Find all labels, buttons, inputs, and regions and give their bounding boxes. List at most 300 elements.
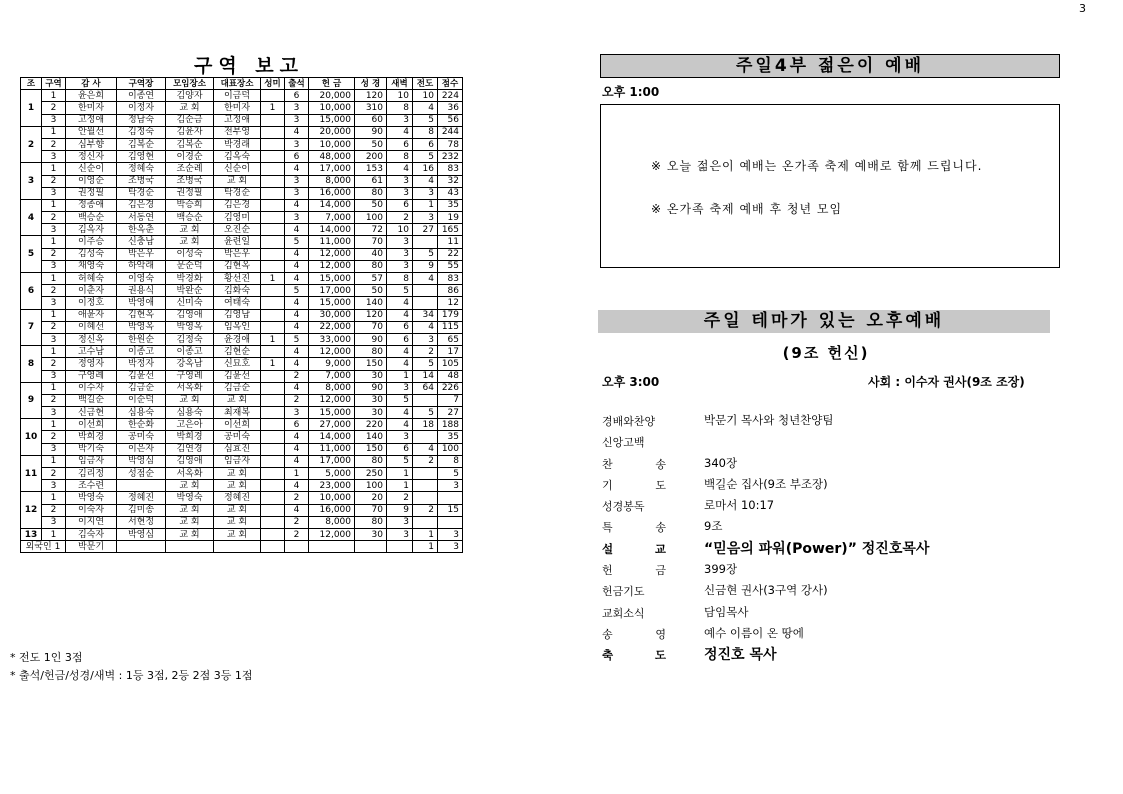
table-cell: 6: [285, 90, 309, 102]
table-cell: [261, 431, 285, 443]
order-label: 찬 송: [602, 457, 666, 471]
table-cell: 채영숙: [66, 260, 117, 272]
table-cell: 83: [438, 273, 463, 285]
table-row: [21, 504, 463, 516]
table-cell: 150: [355, 358, 387, 370]
table-cell: 2: [42, 285, 66, 297]
table-cell: 30: [355, 407, 387, 419]
table-cell: [261, 346, 285, 358]
table-cell: 9: [387, 504, 413, 516]
youth-notice-box: [600, 104, 1060, 268]
table-cell: 1: [42, 236, 66, 248]
table-cell: 310: [355, 102, 387, 114]
table-cell: 정신자: [66, 151, 117, 163]
table-cell: 한미자: [66, 102, 117, 114]
table-cell: 이지연: [66, 516, 117, 528]
table-cell: 신순이: [214, 163, 261, 175]
order-label: 헌 금: [602, 564, 666, 578]
table-row: [21, 443, 463, 455]
table-cell: 애윤자: [66, 309, 117, 321]
table-cell: 10,000: [309, 138, 355, 150]
table-row: [21, 528, 463, 540]
table-cell: [261, 224, 285, 236]
table-cell: 이은자: [117, 443, 166, 455]
table-cell: 4: [285, 273, 309, 285]
table-cell: 3: [387, 516, 413, 528]
table-cell: 2: [413, 346, 438, 358]
order-label: 특 송: [602, 521, 666, 535]
table-cell: 153: [355, 163, 387, 175]
table-cell: [117, 480, 166, 492]
table-cell: 1: [42, 90, 66, 102]
table-cell: 20,000: [309, 126, 355, 138]
table-row: [21, 480, 463, 492]
order-label: 축 도: [602, 648, 666, 663]
table-cell: 김정숙: [117, 126, 166, 138]
table-cell: 55: [438, 260, 463, 272]
table-cell: 3: [42, 297, 66, 309]
table-cell: 3: [387, 175, 413, 187]
table-cell: 3: [285, 138, 309, 150]
table-cell: 심용숙: [166, 407, 214, 419]
table-cell: 이종고: [166, 346, 214, 358]
table-cell: [261, 516, 285, 528]
table-cell: 1: [42, 199, 66, 211]
table-row: [21, 382, 463, 394]
table-row: [21, 138, 463, 150]
table-cell: 2: [285, 516, 309, 528]
table-cell: 김연경: [166, 443, 214, 455]
table-cell: 2: [42, 358, 66, 370]
order-value: 백길순 집사(9조 부조장): [704, 476, 828, 491]
table-cell: 교 회: [166, 480, 214, 492]
group-cell: 8: [21, 346, 42, 383]
table-cell: 3: [438, 480, 463, 492]
table-cell: 1: [261, 358, 285, 370]
table-cell: 30: [355, 394, 387, 406]
table-cell: 8: [438, 455, 463, 467]
report-header-cell: 성미: [261, 78, 285, 90]
table-cell: 65: [438, 333, 463, 345]
table-cell: 4: [285, 443, 309, 455]
table-cell: 고정애: [214, 114, 261, 126]
table-cell: 60: [355, 114, 387, 126]
table-cell: 2: [285, 528, 309, 540]
table-cell: 4: [387, 346, 413, 358]
table-row: [21, 370, 463, 382]
table-cell: [261, 163, 285, 175]
table-cell: 5,000: [309, 468, 355, 480]
order-label: 헌금기도: [602, 585, 645, 599]
table-cell: 교 회: [166, 504, 214, 516]
table-row: [21, 321, 463, 333]
table-cell: 86: [438, 285, 463, 297]
table-row: [21, 236, 463, 248]
table-cell: 17: [438, 346, 463, 358]
table-cell: 4: [413, 102, 438, 114]
table-cell: [261, 394, 285, 406]
order-value: 예수 이름이 온 땅에: [704, 625, 804, 640]
table-cell: 교 회: [214, 480, 261, 492]
table-cell: 박희경: [166, 431, 214, 443]
table-cell: 3: [387, 528, 413, 540]
table-cell: 20,000: [309, 90, 355, 102]
table-cell: 3: [42, 407, 66, 419]
table-cell: [261, 297, 285, 309]
table-cell: 4: [387, 297, 413, 309]
table-cell: 2: [42, 175, 66, 187]
table-cell: 2: [42, 212, 66, 224]
table-cell: 4: [285, 260, 309, 272]
table-cell: 이선희: [214, 419, 261, 431]
table-cell: 김현옥: [214, 260, 261, 272]
table-row: [21, 419, 463, 431]
table-cell: 10,000: [309, 102, 355, 114]
table-cell: 165: [438, 224, 463, 236]
table-cell: 김은경: [214, 199, 261, 211]
table-cell: 8: [387, 102, 413, 114]
table-cell: 탁경순: [117, 187, 166, 199]
table-cell: 교 회: [214, 394, 261, 406]
table-cell: 김영남: [214, 309, 261, 321]
table-cell: 15,000: [309, 114, 355, 126]
table-cell: 1: [42, 273, 66, 285]
table-cell: 5: [413, 114, 438, 126]
table-cell: 100: [355, 480, 387, 492]
table-cell: 탁경순: [214, 187, 261, 199]
table-cell: 5: [438, 468, 463, 480]
table-cell: 이성숙: [166, 248, 214, 260]
table-cell: 서현정: [117, 516, 166, 528]
table-cell: 10: [413, 90, 438, 102]
table-cell: [261, 321, 285, 333]
table-cell: 이순덕: [117, 394, 166, 406]
table-cell: 박희경: [66, 431, 117, 443]
table-cell: 박정자: [117, 358, 166, 370]
table-cell: 1: [42, 346, 66, 358]
table-cell: 83: [438, 163, 463, 175]
report-header-cell: 대표장소: [214, 78, 261, 90]
table-cell: 1: [261, 102, 285, 114]
table-cell: 신미숙: [166, 297, 214, 309]
table-row: [21, 541, 463, 553]
table-cell: 김복순: [166, 138, 214, 150]
table-cell: 7: [438, 394, 463, 406]
group-cell: 7: [21, 309, 42, 346]
table-cell: 김영미: [214, 212, 261, 224]
report-header-cell: 출석: [285, 78, 309, 90]
table-cell: 교 회: [214, 504, 261, 516]
table-row: [21, 199, 463, 211]
table-cell: 3: [438, 541, 463, 553]
table-cell: 1: [42, 528, 66, 540]
table-cell: 정혜숙: [117, 163, 166, 175]
table-cell: [413, 431, 438, 443]
table-cell: 6: [387, 321, 413, 333]
table-cell: 36: [438, 102, 463, 114]
table-cell: 김금순: [214, 382, 261, 394]
table-row: [21, 212, 463, 224]
table-cell: [261, 199, 285, 211]
table-cell: 최재복: [214, 407, 261, 419]
table-cell: 3: [42, 114, 66, 126]
table-cell: [261, 528, 285, 540]
table-cell: 8,000: [309, 516, 355, 528]
table-cell: 150: [355, 443, 387, 455]
table-cell: 3: [413, 187, 438, 199]
table-cell: 권정필: [166, 187, 214, 199]
table-cell: 4: [285, 346, 309, 358]
table-cell: 박승희: [166, 199, 214, 211]
table-cell: 70: [355, 321, 387, 333]
table-cell: 23,000: [309, 480, 355, 492]
report-header-cell: 헌 금: [309, 78, 355, 90]
table-cell: 1: [42, 309, 66, 321]
table-cell: 250: [355, 468, 387, 480]
table-cell: 3: [285, 187, 309, 199]
table-row: [21, 114, 463, 126]
table-cell: 3: [387, 187, 413, 199]
table-row: [21, 163, 463, 175]
report-title: 구역 보고: [193, 55, 305, 77]
table-cell: 교 회: [214, 468, 261, 480]
table-cell: 1: [413, 199, 438, 211]
table-cell: [261, 187, 285, 199]
table-cell: [413, 492, 438, 504]
table-cell: 2: [387, 492, 413, 504]
table-cell: [261, 455, 285, 467]
table-cell: 2: [42, 394, 66, 406]
table-cell: 7,000: [309, 212, 355, 224]
table-cell: 김복순: [117, 138, 166, 150]
table-cell: 244: [438, 126, 463, 138]
table-cell: 교 회: [214, 528, 261, 540]
table-cell: 32: [438, 175, 463, 187]
table-row: [21, 309, 463, 321]
table-cell: [285, 541, 309, 553]
table-cell: 1: [387, 370, 413, 382]
table-row: [21, 126, 463, 138]
order-value: 9조: [704, 519, 723, 534]
table-cell: 김금순: [117, 382, 166, 394]
table-cell: 3: [285, 114, 309, 126]
table-cell: 박은우: [214, 248, 261, 260]
table-cell: 3: [42, 224, 66, 236]
table-cell: 22,000: [309, 321, 355, 333]
table-cell: [261, 541, 285, 553]
table-cell: 윤련일: [214, 236, 261, 248]
table-cell: 1: [42, 419, 66, 431]
table-cell: [355, 541, 387, 553]
table-cell: 정혜진: [214, 492, 261, 504]
table-cell: 15: [438, 504, 463, 516]
table-cell: 80: [355, 346, 387, 358]
table-cell: 34: [413, 309, 438, 321]
report-table: [20, 77, 463, 553]
table-cell: 5: [387, 455, 413, 467]
table-cell: 이금덕: [214, 90, 261, 102]
table-cell: 서옥화: [166, 468, 214, 480]
table-cell: 신묘호: [214, 358, 261, 370]
table-cell: 이춘자: [66, 285, 117, 297]
table-cell: [261, 370, 285, 382]
table-cell: 8: [413, 126, 438, 138]
table-cell: 12,000: [309, 528, 355, 540]
table-row: [21, 455, 463, 467]
table-cell: 48,000: [309, 151, 355, 163]
group-cell: 2: [21, 126, 42, 163]
table-cell: 3: [42, 516, 66, 528]
table-cell: 61: [355, 175, 387, 187]
table-cell: 1: [413, 528, 438, 540]
table-cell: 14,000: [309, 224, 355, 236]
table-cell: 2: [42, 321, 66, 333]
table-row: [21, 516, 463, 528]
table-cell: [413, 236, 438, 248]
table-cell: 4: [413, 443, 438, 455]
table-cell: 226: [438, 382, 463, 394]
table-cell: 김옥자: [66, 224, 117, 236]
table-cell: 이종연: [117, 90, 166, 102]
table-row: [21, 492, 463, 504]
page-number: 3: [1079, 2, 1086, 15]
table-cell: 18: [413, 419, 438, 431]
table-cell: [438, 492, 463, 504]
group-cell: 12: [21, 492, 42, 529]
order-value: 담임목사: [704, 604, 749, 619]
table-cell: 17,000: [309, 455, 355, 467]
table-cell: 4: [387, 358, 413, 370]
table-cell: 김영애: [166, 309, 214, 321]
table-cell: [309, 541, 355, 553]
table-cell: 5: [413, 151, 438, 163]
report-header-row: [21, 78, 463, 90]
table-cell: [214, 541, 261, 553]
order-label: 경배와찬양: [602, 415, 656, 428]
table-cell: 3: [42, 187, 66, 199]
table-cell: 교 회: [166, 516, 214, 528]
table-cell: 4: [285, 480, 309, 492]
afternoon-service-time: 오후 3:00: [602, 375, 660, 389]
table-cell: 4: [413, 273, 438, 285]
table-cell: 115: [438, 321, 463, 333]
table-cell: 박은우: [117, 248, 166, 260]
table-cell: 고수남: [66, 346, 117, 358]
table-row: [21, 151, 463, 163]
table-cell: 공미숙: [214, 431, 261, 443]
table-cell: 8: [387, 151, 413, 163]
table-cell: 14,000: [309, 199, 355, 211]
group-cell: 13: [21, 528, 42, 540]
table-cell: 22: [438, 248, 463, 260]
order-label: 성경봉독: [602, 500, 645, 514]
table-cell: 2: [42, 138, 66, 150]
table-cell: 2: [42, 431, 66, 443]
table-cell: 한미자: [214, 102, 261, 114]
table-cell: [117, 541, 166, 553]
table-row: [21, 394, 463, 406]
table-cell: 1: [42, 126, 66, 138]
table-cell: 이영숙: [117, 273, 166, 285]
youth-notice-2: ※ 온가족 축제 예배 후 청년 모임: [651, 202, 843, 216]
table-cell: 33,000: [309, 333, 355, 345]
table-cell: 4: [285, 504, 309, 516]
table-cell: 김옥숙: [214, 151, 261, 163]
table-cell: 5: [387, 394, 413, 406]
table-row: [21, 431, 463, 443]
table-cell: 임금자: [66, 455, 117, 467]
table-cell: 43: [438, 187, 463, 199]
table-cell: 권정필: [66, 187, 117, 199]
order-label: 신앙고백: [602, 436, 645, 450]
table-cell: 고은아: [166, 419, 214, 431]
table-cell: 3: [42, 260, 66, 272]
table-cell: [261, 248, 285, 260]
table-cell: 220: [355, 419, 387, 431]
table-cell: 188: [438, 419, 463, 431]
table-cell: 성점순: [117, 468, 166, 480]
note-evangelism: * 전도 1인 3점: [10, 651, 83, 664]
order-label: 송 영: [602, 627, 666, 641]
table-cell: 3: [42, 333, 66, 345]
table-row: [21, 285, 463, 297]
table-cell: 한옥춘: [117, 224, 166, 236]
order-label: 설 교: [602, 541, 666, 556]
table-cell: 하악래: [117, 260, 166, 272]
table-cell: 서옥화: [166, 382, 214, 394]
table-cell: 8: [387, 273, 413, 285]
table-cell: 140: [355, 431, 387, 443]
table-cell: 3: [285, 407, 309, 419]
table-cell: 안월선: [66, 126, 117, 138]
table-cell: 6: [387, 138, 413, 150]
table-cell: 교 회: [214, 175, 261, 187]
group-cell: 11: [21, 455, 42, 492]
table-cell: 30: [355, 528, 387, 540]
table-cell: 백승순: [66, 212, 117, 224]
table-cell: 100: [355, 212, 387, 224]
table-cell: 1: [261, 273, 285, 285]
table-cell: 1: [387, 468, 413, 480]
table-cell: 김양자: [166, 90, 214, 102]
table-cell: 김정숙: [166, 333, 214, 345]
table-cell: 5: [285, 285, 309, 297]
table-cell: 6: [387, 333, 413, 345]
table-cell: [261, 138, 285, 150]
table-cell: 정혜진: [117, 492, 166, 504]
table-cell: 교 회: [166, 394, 214, 406]
order-value: 340장: [704, 455, 738, 470]
table-cell: 1: [261, 333, 285, 345]
table-row: [21, 346, 463, 358]
table-cell: 3: [285, 212, 309, 224]
table-cell: 김리정: [66, 468, 117, 480]
table-cell: 3: [42, 480, 66, 492]
table-cell: 4: [413, 175, 438, 187]
table-cell: 100: [438, 443, 463, 455]
table-cell: 임옥인: [214, 321, 261, 333]
table-cell: [413, 516, 438, 528]
table-cell: 50: [355, 138, 387, 150]
table-cell: 4: [387, 419, 413, 431]
table-cell: 2: [413, 455, 438, 467]
table-cell: 14: [413, 370, 438, 382]
table-cell: 1: [285, 468, 309, 480]
table-row: [21, 358, 463, 370]
table-cell: 8,000: [309, 175, 355, 187]
table-cell: 16,000: [309, 504, 355, 516]
table-cell: [413, 394, 438, 406]
